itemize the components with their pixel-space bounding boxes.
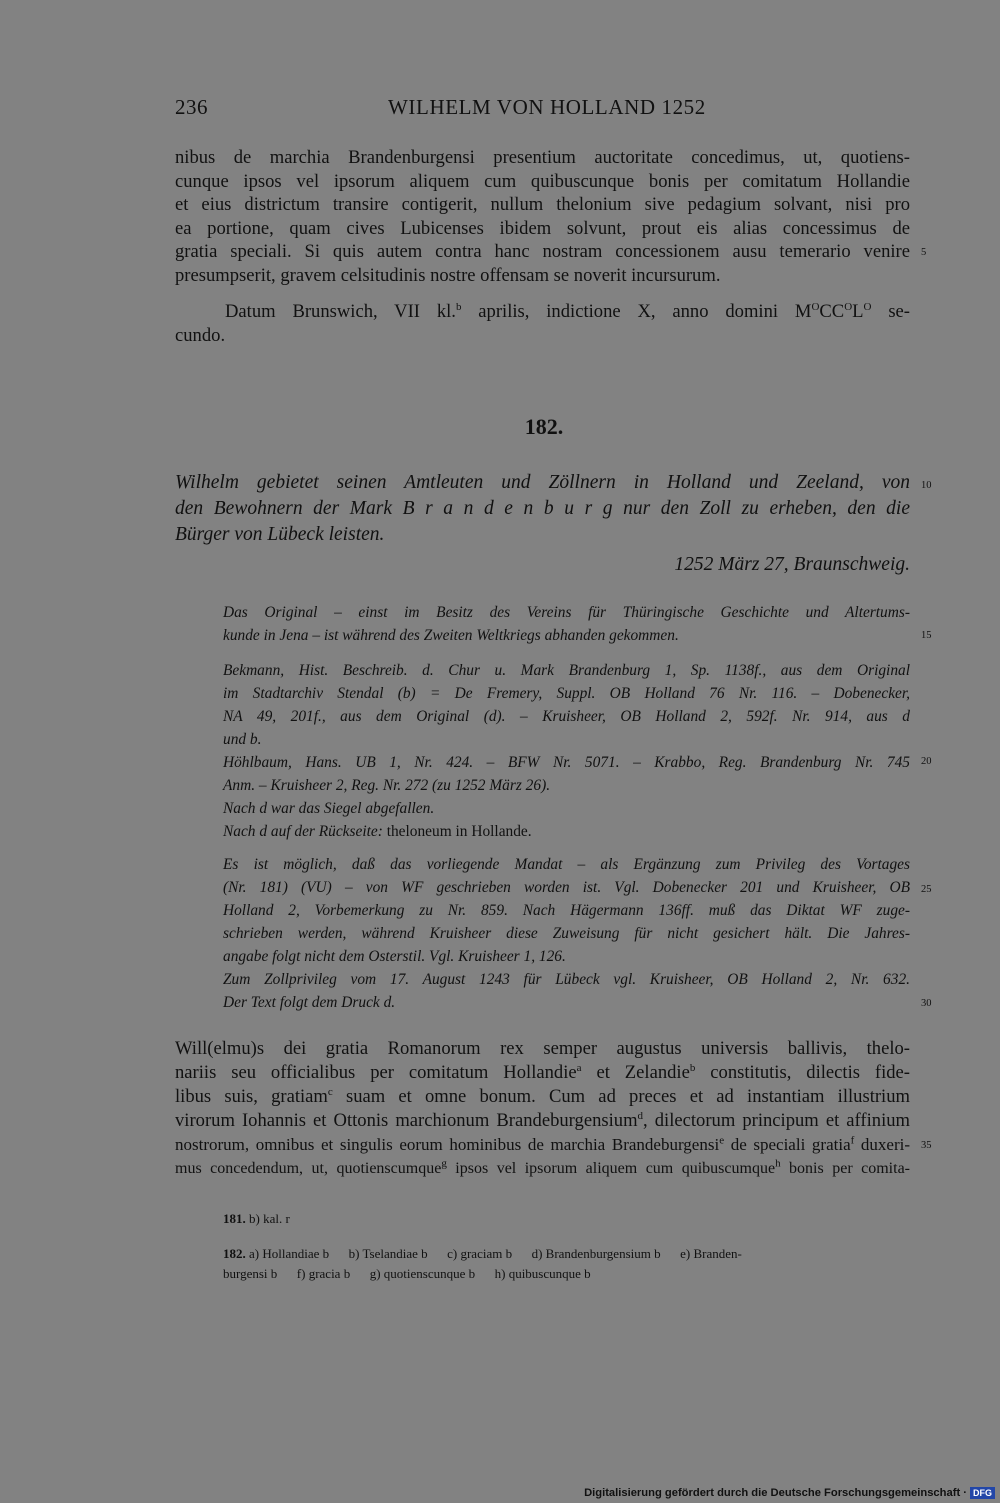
regest-line: den Bewohnern der Mark B r a n d e n b u r g nur den Zoll zu erheben, den die — [175, 498, 910, 519]
text-line: virorum Iohannis et Ottonis marchionum Brandeburgensium$^d$, dilectorum principum et affinium — [175, 1109, 910, 1131]
regest-line: Wilhelm gebietet seinen Amtleuten und Zöllnern in Holland und Zeeland, von — [175, 472, 910, 493]
note-line: und b. — [223, 731, 262, 748]
line-number: 30 — [921, 998, 932, 1009]
original-note — [223, 601, 910, 651]
commentary — [223, 853, 910, 1018]
note-line: im Stadtarchiv Stendal (b) = De Fremery, Suppl. OB Holland 76 Nr. 116. – Dobenecker, — [223, 685, 910, 702]
line-number: 15 — [921, 630, 932, 641]
dfg-logo-icon: DFG — [970, 1487, 995, 1499]
note-line: angabe folgt nicht dem Osterstil. Vgl. Kruisheer 1, 126. — [223, 948, 566, 965]
footnote-line: burgensi b f) gracia b g) quotienscunque b h) quibuscunque b — [223, 1266, 591, 1281]
note-line: Anm. – Kruisheer 2, Reg. Nr. 272 (zu 1252 März 26). — [223, 777, 551, 794]
text-line: ea portione, quam cives Lubicenses ibidem solvunt, prout eis alias concessimus de — [175, 217, 910, 239]
footnote-number: 181. — [223, 1211, 246, 1226]
footnote-text: b) kal. r — [249, 1211, 290, 1226]
regest — [175, 470, 910, 550]
text-line: gratia speciali. Si quis autem contra hanc nostram concessionem ausu temerario venire — [175, 241, 910, 262]
footnote-line: 182. a) Hollandiae b b) Tselandiae b c) graciam b d) Brandenburgensium b e) Branden- — [223, 1246, 742, 1261]
note-line: NA 49, 201f., aus dem Original (d). – Kruisheer, OB Holland 2, 592f. Nr. 914, aus d — [223, 708, 910, 725]
datum-line: Datum Brunswich, VII kl.$^b$ aprilis, indictione X, anno domini $M^OCC^OL^O$ se- — [225, 300, 910, 322]
charter-text — [175, 1037, 910, 1187]
editions-note — [223, 659, 910, 844]
note-line: Höhlbaum, Hans. UB 1, Nr. 424. – BFW Nr. 5071. – Krabbo, Reg. Brandenburg Nr. 745 — [223, 754, 910, 771]
note-line: schrieben werden, während Kruisheer diese Zuweisung für nicht gesichert hält. Die Jahres- — [223, 925, 910, 942]
text-line: nostrorum, omnibus et singulis eorum hominibus de marchia Brandeburgensi$^e$ de speciali gratia$^f$ duxeri- — [175, 1134, 911, 1154]
intro-paragraph — [175, 146, 910, 291]
running-title: WILHELM VON HOLLAND 1252 — [388, 95, 706, 119]
note-line: Es ist möglich, daß das vorliegende Mandat – als Ergänzung zum Privileg des Vortages — [223, 856, 910, 873]
footnote-181 — [223, 1209, 913, 1229]
footnote-182 — [223, 1244, 913, 1286]
note-line: Der Text folgt dem Druck d. — [223, 994, 396, 1011]
text-line: cunque ipsos vel ipsorum aliquem cum quibuscunque bonis per comitatum Hollandie — [175, 170, 910, 192]
line-number: 5 — [921, 247, 927, 258]
document-number: 182. — [524, 414, 564, 439]
note-line: Bekmann, Hist. Beschreib. d. Chur u. Mark Brandenburg 1, Sp. 1138f., aus dem Original — [223, 662, 910, 679]
datum-paragraph — [175, 300, 910, 350]
note-line: (Nr. 181) (VU) – von WF geschrieben worden ist. Vgl. Dobenecker 201 und Kruisheer, OB — [223, 879, 910, 896]
text-line: libus suis, gratiam$^c$ suam et omne bonum. Cum ad preces et ad instantiam illustrium — [175, 1085, 910, 1107]
line-number: 35 — [921, 1140, 932, 1151]
text-line: mus concedendum, ut, quotienscumque$^g$ ipsos vel ipsorum aliquem cum quibuscumque$^h$ bonis per comita- — [175, 1157, 911, 1177]
note-line: Holland 2, Vorbemerkung zu Nr. 859. Nach Hägermann 136ff. muß das Diktat WF zuge- — [223, 902, 910, 919]
note-line: kunde in Jena – ist während des Zweiten Weltkriegs abhanden gekommen. — [223, 627, 679, 644]
text-line: Will(elmu)s dei gratia Romanorum rex semper augustus universis ballivis, thelo- — [175, 1038, 910, 1059]
line-number: 20 — [921, 756, 932, 767]
text-line: et eius districtum transire contigerit, nullum thelonium sive pedagium solvant, nisi pro — [175, 194, 910, 215]
credit-text: Digitalisierung gefördert durch die Deutsche Forschungsgemeinschaft · — [584, 1487, 967, 1499]
text-line: nariis seu officialibus per comitatum Hollandie$^a$ et Zelandie$^b$ constitutis, dilectis fide- — [175, 1061, 910, 1083]
note-line: Nach d war das Siegel abgefallen. — [223, 800, 435, 817]
line-number: 10 — [921, 480, 932, 491]
dfg-credit — [584, 1487, 995, 1499]
text-line: presumpserit, gravem celsitudinis nostre offensam se noverit incursurum. — [175, 264, 721, 286]
note-line: Zum Zollprivileg vom 17. August 1243 für Lübeck vgl. Kruisheer, OB Holland 2, Nr. 632. — [223, 971, 910, 988]
datum-line: cundo. — [175, 324, 226, 346]
note-line: Das Original – einst im Besitz des Vereins für Thüringische Geschichte und Altertums- — [223, 604, 910, 621]
note-line: Nach d auf der Rückseite: theloneum in Hollande. — [223, 823, 532, 840]
page-number: 236 — [175, 95, 208, 119]
regest-line: Bürger von Lübeck leisten. — [175, 524, 385, 545]
date-place: 1252 März 27, Braunschweig. — [674, 554, 910, 575]
line-number: 25 — [921, 884, 932, 895]
text-line: nibus de marchia Brandenburgensi presentium auctoritate concedimus, ut, quotiens- — [175, 147, 910, 168]
